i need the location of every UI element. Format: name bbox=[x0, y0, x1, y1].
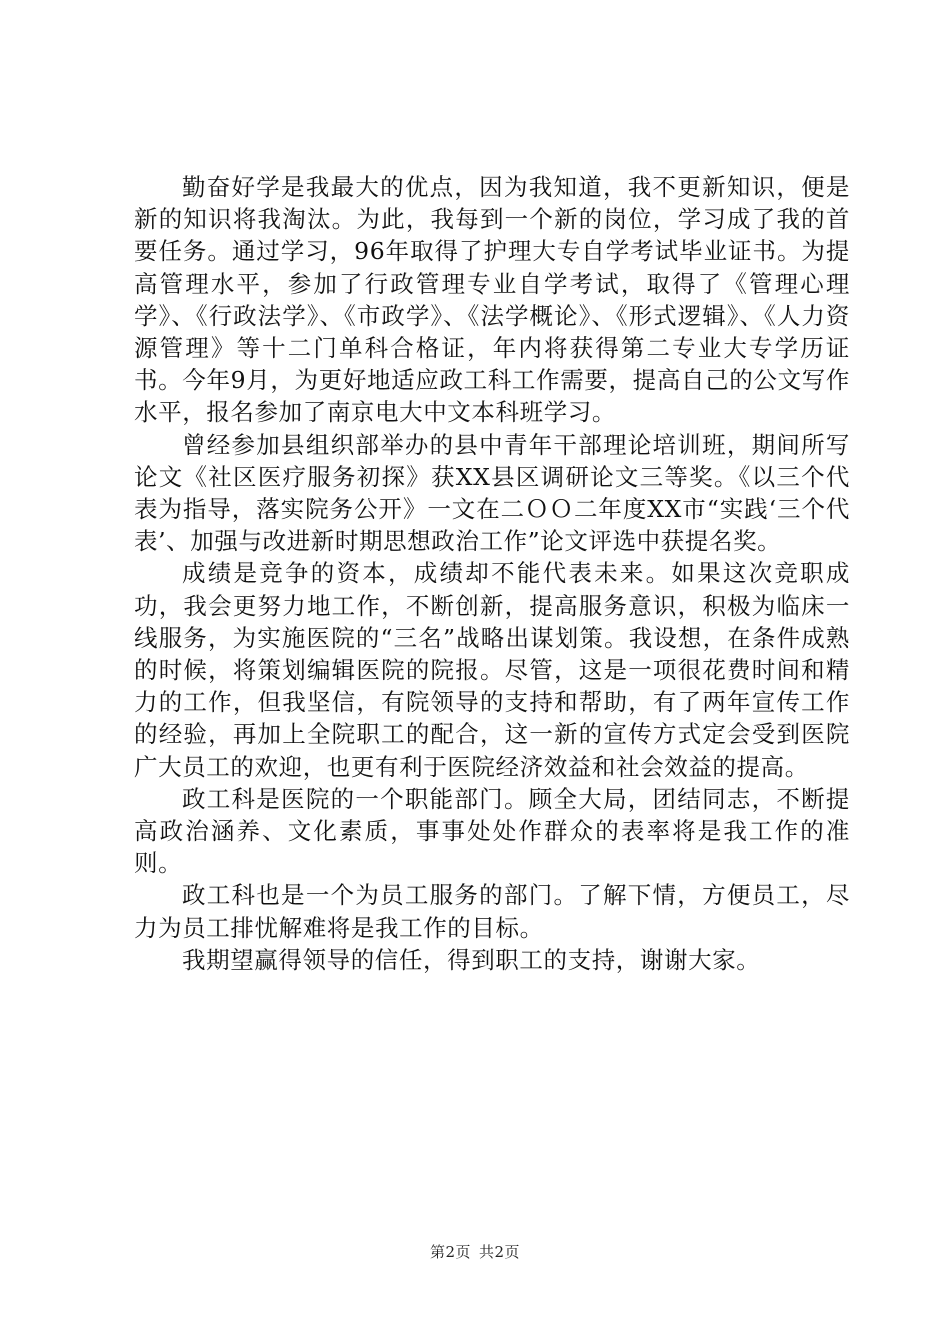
paragraph-study: 勤奋好学是我最大的优点，因为我知道，我不更新知识，便是新的知识将我淘汰。为此，我每到一个新的岗位，学习成了我的首要任务。通过学习，96年取得了护理大专自学考试毕业证书。为提高管理水平，参加了行政管理专业自学考试，取得了《管理心理学》、《行政法学》、《市政学》、《法学概论》、《形式逻辑》、《人力资源管理》等十二门单科合格证，年内将获得第二专业大专学历证书。今年9月，为更好地适应政工科工作需要，提高自己的公文写作水平，报名参加了南京电大中文本科班学习。 bbox=[134, 173, 850, 427]
total-pages: 共2页 bbox=[479, 1243, 521, 1261]
paragraph-future-plans: 成绩是竞争的资本，成绩却不能代表未来。如果这次竞职成功，我会更努力地工作，不断创新，提高服务意识，积极为临床一线服务，为实施医院的“三名”战略出谋划策。我设想，在条件成熟的时候，将策划编辑医院的院报。尽管，这是一项很花费时间和精力的工作，但我坚信，有院领导的支持和帮助，有了两年宣传工作的经验，再加上全院职工的配合，这一新的宣传方式定会受到医院广大员工的欢迎，也更有利于医院经济效益和社会效益的提高。 bbox=[134, 559, 850, 781]
document-body bbox=[134, 171, 850, 976]
paragraph-department-role: 政工科是医院的一个职能部门。顾全大局，团结同志，不断提高政治涵养、文化素质，事事处处作群众的表率将是我工作的准则。 bbox=[134, 784, 850, 878]
paragraph-service-goal: 政工科也是一个为员工服务的部门。了解下情，方便员工，尽力为员工排忧解难将是我工作的目标。 bbox=[134, 881, 850, 942]
paragraph-closing: 我期望赢得领导的信任，得到职工的支持，谢谢大家。 bbox=[182, 945, 761, 974]
paragraph-training: 曾经参加县组织部举办的县中青年干部理论培训班，期间所写论文《社区医疗服务初探》获XX县区调研论文三等奖。《以三个代表为指导，落实院务公开》一文在二ＯＯ二年度XX市“实践‘三个代表’、加强与改进新时期思想政治工作”论文评选中获提名奖。 bbox=[134, 430, 850, 556]
page-footer bbox=[0, 1242, 950, 1262]
page-number: 第2页 bbox=[429, 1243, 471, 1261]
